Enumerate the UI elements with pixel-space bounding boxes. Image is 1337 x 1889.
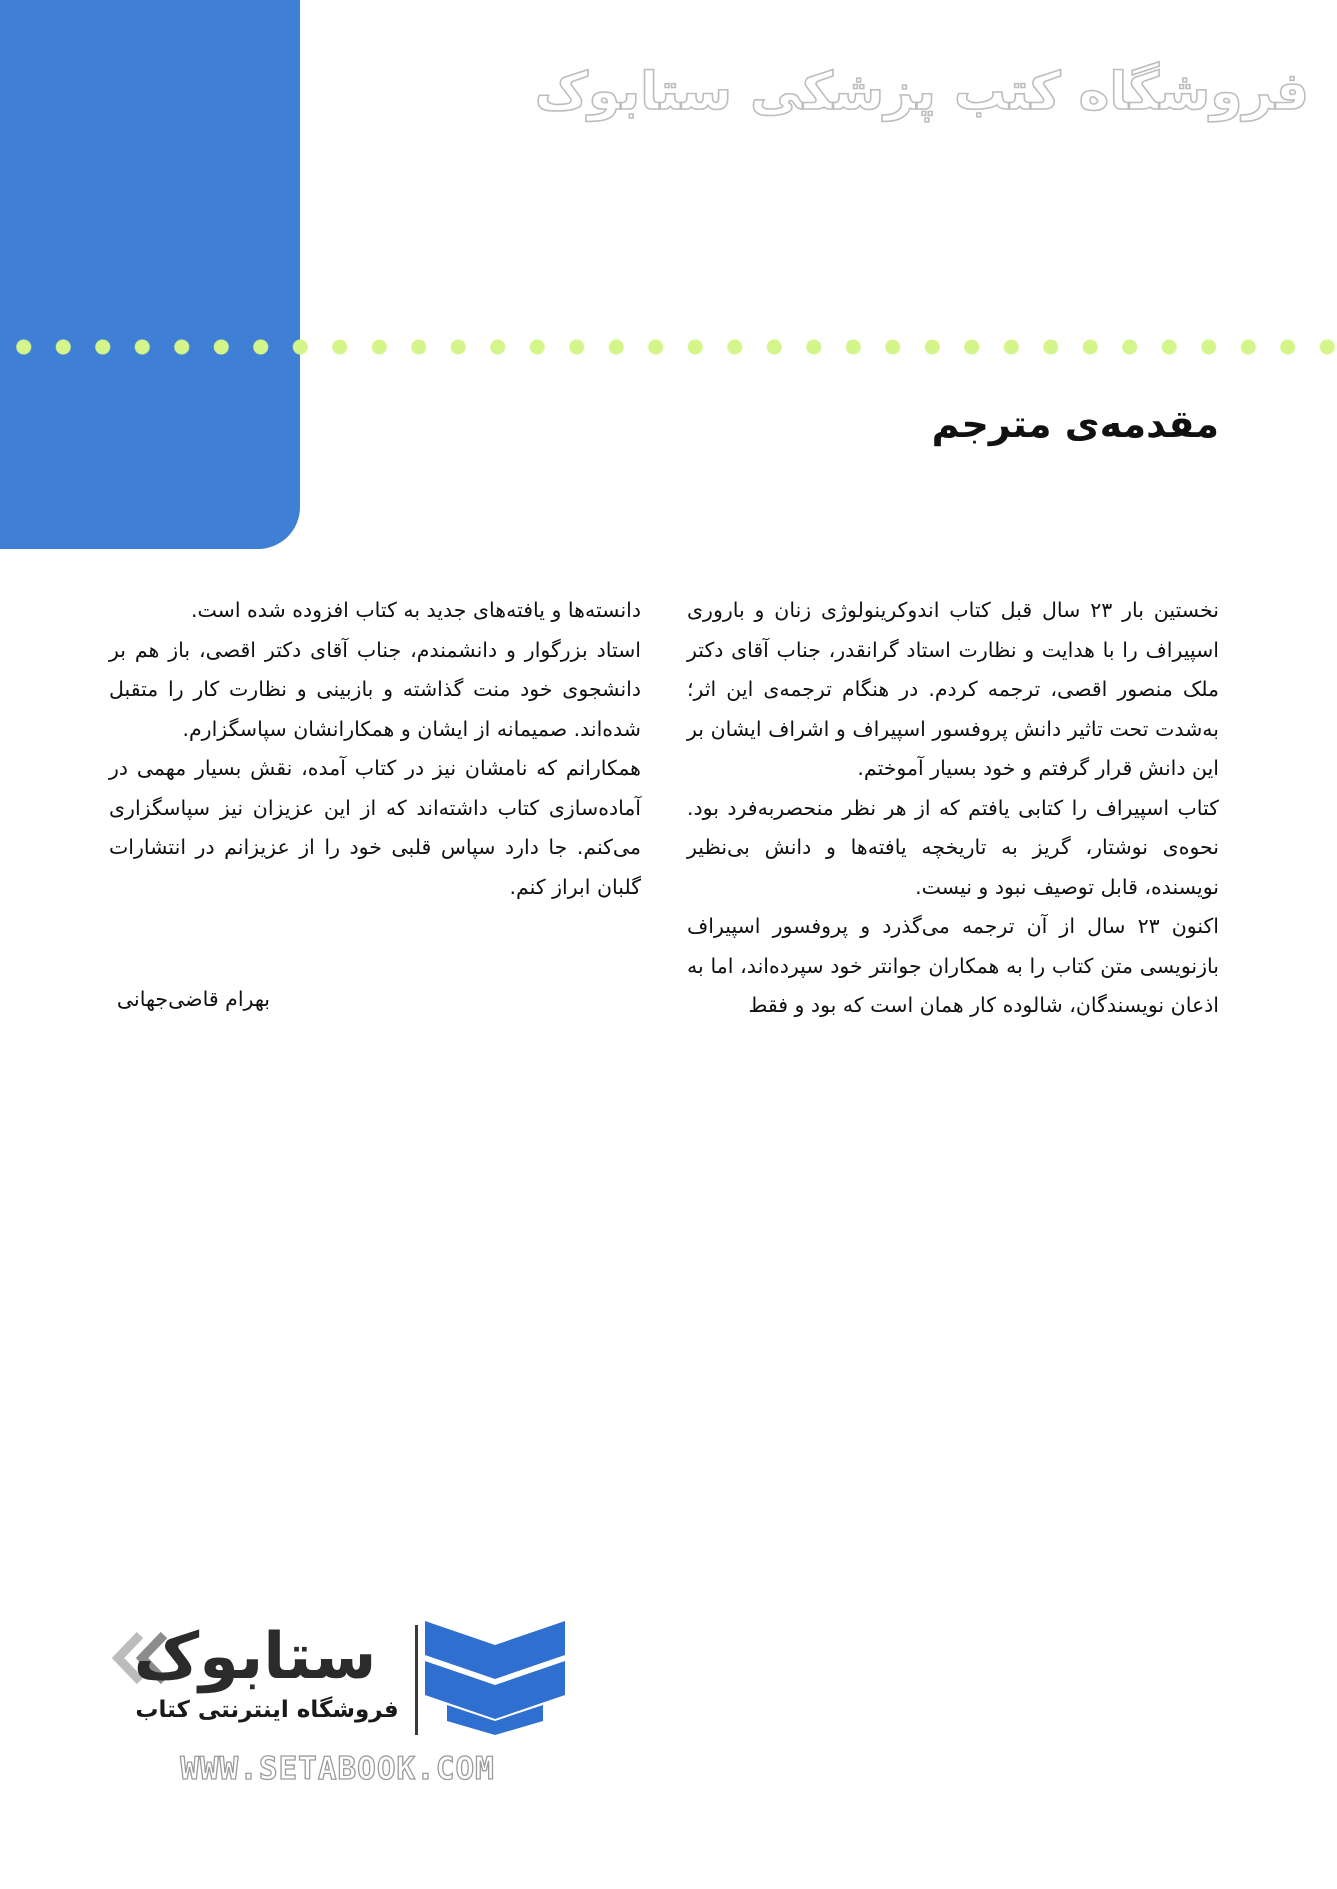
logo-wordmark: ستابوک bbox=[133, 1620, 377, 1694]
setabook-chevron-logo-icon bbox=[425, 1617, 565, 1735]
paragraph: همکارانم که نامشان نیز در کتاب آمده، نقش بسیار مهمی در آماده‌سازی کتاب داشته‌اند که از این عزیزان نیز سپاسگزاری می‌کنم. جا دارد سپاس قلبی خود را از عزیزانم در انتشارات گلبان ابراز کنم. bbox=[109, 756, 641, 899]
translator-signature: بهرام قاضی‌جهانی bbox=[116, 987, 270, 1011]
logo-subtitle: فروشگاه اینترنتی کتاب bbox=[135, 1697, 399, 1723]
setabook-logo bbox=[110, 1617, 565, 1792]
dotted-divider bbox=[4, 336, 1337, 358]
paragraph: کتاب اسپیراف را کتابی یافتم که از هر نظر منحصربه‌فرد بود. نحوه‌ی نوشتار، گریز به تاریخچه یافته‌ها و دانش بی‌نظیر نویسنده، قابل توصیف نبود و نیست. bbox=[687, 795, 1219, 899]
paragraph: استاد بزرگوار و دانشمندم، جناب آقای دکتر اقصی، باز هم بر دانشجوی خود منت گذاشته و بازبینی و نظارت کار را متقبل شده‌اند. صمیمانه از ایشان و همکارانشان سپاسگزارم. bbox=[109, 637, 641, 741]
paragraph: اکنون ۲۳ سال از آن ترجمه می‌گذرد و پروفسور اسپیراف بازنویسی متن کتاب را به همکاران جوانتر خود سپرده‌اند، اما به اذعان نویسندگان، شالوده کار همان است که بود و فقط bbox=[687, 914, 1219, 1017]
text-column-right bbox=[687, 591, 1219, 1026]
decorative-blue-block bbox=[0, 0, 300, 549]
logo-url: WWW.SETABOOK.COM bbox=[180, 1751, 495, 1787]
paragraph: دانسته‌ها و یافته‌های جدید به کتاب افزوده شده است. bbox=[191, 598, 641, 622]
page-title: مقدمه‌ی مترجم bbox=[931, 402, 1219, 446]
paragraph: نخستین بار ۲۳ سال قبل کتاب اندوکرینولوژی زنان و باروری اسپیراف را با هدایت و نظارت استاد گرانقدر، جناب آقای دکتر ملک منصور اقصی، ترجمه کردم. در هنگام ترجمه‌ی این اثر؛ به‌شدت تحت تاثیر دانش پروفسور اسپیراف و اشراف ایشان بر این دانش قرار گرفتم و خود بسیار آموختم. bbox=[687, 598, 1219, 780]
logo-divider bbox=[415, 1625, 418, 1735]
text-column-left bbox=[109, 591, 641, 907]
store-title-watermark: فروشگاه کتب پزشکی ستابوک bbox=[534, 62, 1309, 122]
